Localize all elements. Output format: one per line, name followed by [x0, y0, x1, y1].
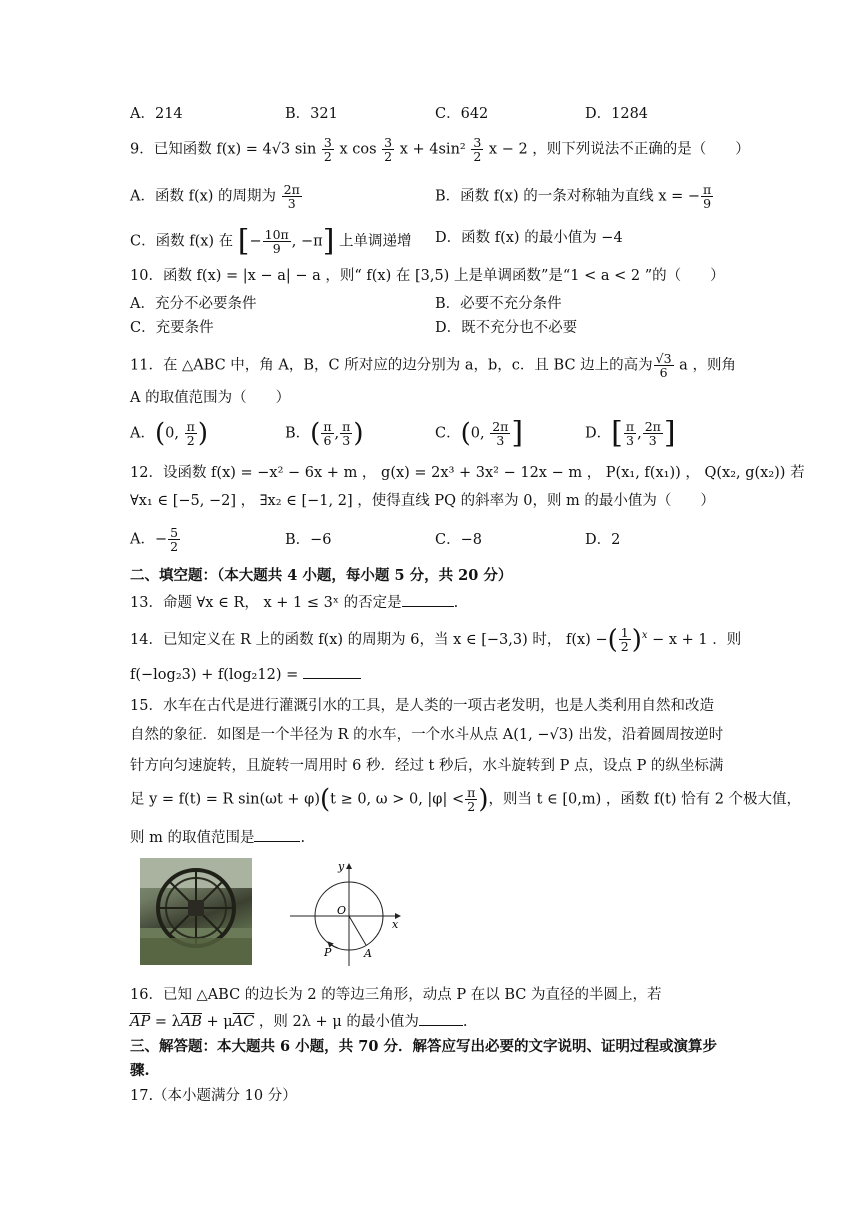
q17-heading: 17.（本小题满分 10 分） [130, 1088, 297, 1104]
q8-option-a: A．214 [130, 106, 183, 122]
q11-option-d: D．[ $\frac{\pi}{3}$ , $\frac{2\pi}{3}$ ] [585, 415, 676, 451]
q12-option-c: C．−8 [435, 532, 482, 548]
q13-stem: 13．命题 ∀x ∈ R， x + 1 ≤ 3ˣ 的否定是 . [130, 592, 458, 613]
q15-line-2: 自然的象征．如图是一个半径为 R 的水车，一个水斗从点 A(1, −√3) 出发，沿着圆周按逆时 [130, 727, 724, 743]
q12-option-a: A．− $\frac{5}{2}$ [130, 525, 179, 554]
radius-oa [349, 916, 366, 945]
q9-option-d: D．函数 f(x) 的最小值为 −4 [435, 230, 623, 246]
q10-stem: 10．函数 f(x) = |x − a| − a ，则“ f(x) 在 [3,5) 上是单调函数”是“1 < a < 2 ”的（ ） [130, 268, 725, 284]
section-3-heading: 三、解答题：本大题共 6 小题，共 70 分．解答应写出必要的文字说明、证明过程或演算步 [130, 1038, 717, 1055]
origin-label: O [337, 904, 347, 917]
q10-option-b: B．必要不充分条件 [435, 296, 562, 312]
q15-line-5: 则 m 的取值范围是 . [130, 827, 305, 848]
q16-line-1: 16．已知 △ABC 的边长为 2 的等边三角形，动点 P 在以 BC 为直径的半圆上，若 [130, 987, 662, 1003]
q10-option-a: A．充分不必要条件 [130, 296, 257, 312]
q9-option-c: C．函数 f(x) 在 [− $\frac{10\pi}{9}$ , −π] 上单调递增 [130, 223, 412, 259]
q11-stem: 11．在 △ABC 中，角 A，B，C 所对应的边分别为 a，b，c．且 BC 边上的高为 $\frac{√3}{6}$ a ，则角 [130, 351, 736, 380]
q15-line-3: 针方向匀速旋转，且旋转一周用时 6 秒．经过 t 秒后，水斗旋转到 P 点，设点 P 的纵坐标满 [130, 758, 724, 774]
q14-answer-blank [303, 664, 361, 679]
q8-option-c: C．642 [435, 106, 489, 122]
q11-option-a: A．(0, $\frac{\pi}{2}$ ) [130, 418, 208, 449]
q12-option-d: D．2 [585, 532, 621, 548]
q8-option-d: D．1284 [585, 106, 649, 122]
q11-option-b: B．( $\frac{\pi}{6}$ , $\frac{\pi}{3}$ ) [285, 418, 364, 449]
q15-line-4: 足 y = f(t) = R sin(ωt + φ)(t ≥ 0, ω > 0, |φ| < $\frac{\pi}{2}$ )，则当 t ∈ [0,m) ，函数 f(t) 恰有 2 个极大值， [130, 784, 802, 815]
q10-option-d: D．既不充分也不必要 [435, 320, 578, 336]
x-label: x [392, 918, 399, 931]
y-label: y [338, 860, 345, 873]
q12-option-b: B．−6 [285, 532, 332, 548]
q12-stem-2: ∀x₁ ∈ [−5, −2] ， ∃x₂ ∈ [−1, 2] ，使得直线 PQ 的斜率为 0，则 m 的最小值为（ ） [130, 493, 715, 509]
q12-stem: 12．设函数 f(x) = −x² − 6x + m ， g(x) = 2x³ + 3x² − 12x − m ， P(x₁, f(x₁)) ， Q(x₂, g(x₂)) 若 [130, 465, 805, 481]
q15-answer-blank [254, 827, 300, 842]
q8-option-b: B．321 [285, 106, 338, 122]
q11-option-c: C．(0, $\frac{2\pi}{3}$ ] [435, 415, 524, 451]
q11-stem-2: A 的取值范围为（ ） [130, 390, 291, 406]
q15-line-1: 15．水车在古代是进行灌溉引水的工具，是人类的一项古老发明，也是人类利用自然和改造 [130, 698, 714, 714]
water-wheel-photo [140, 858, 252, 965]
q9-option-b: B．函数 f(x) 的一条对称轴为直线 x = − $\frac{\pi}{9}$ [435, 182, 712, 211]
q16-answer-blank [419, 1011, 463, 1026]
point-p-label: P [324, 946, 332, 959]
q14-stem: 14．已知定义在 R 上的函数 f(x) 的周期为 6，当 x ∈ [−3,3) 时， f(x) −( $\frac{1}{2}$ )$^x$ − x + 1 ．则 [130, 624, 742, 655]
q10-option-c: C．充要条件 [130, 320, 214, 336]
q13-answer-blank [402, 592, 454, 607]
point-a-label: A [364, 947, 372, 960]
section-2-heading: 二、填空题：（本大题共 4 小题，每小题 5 分，共 20 分） [130, 567, 513, 584]
q14-line-2: f(−log₂3) + f(log₂12) = [130, 664, 361, 685]
water-wheel-diagram [288, 858, 408, 970]
q9-stem: 9．已知函数 f(x) = 4√3 sin $\frac{3}{2}$ x cos $\frac{3}{2}$ x + 4sin² $\frac{3}{2}$ x − 2 ，则下列说法不正确的是（ ） [130, 135, 750, 164]
q16-line-2: $\overline{AP} = \lambda\overline{AB} + \mu\overline{AC}$ ，则 2λ + μ 的最小值为 . [130, 1011, 467, 1032]
section-3-heading-cont: 骤. [130, 1062, 150, 1079]
q9-option-a: A．函数 f(x) 的周期为 $\frac{2\pi}{3}$ [130, 182, 300, 211]
